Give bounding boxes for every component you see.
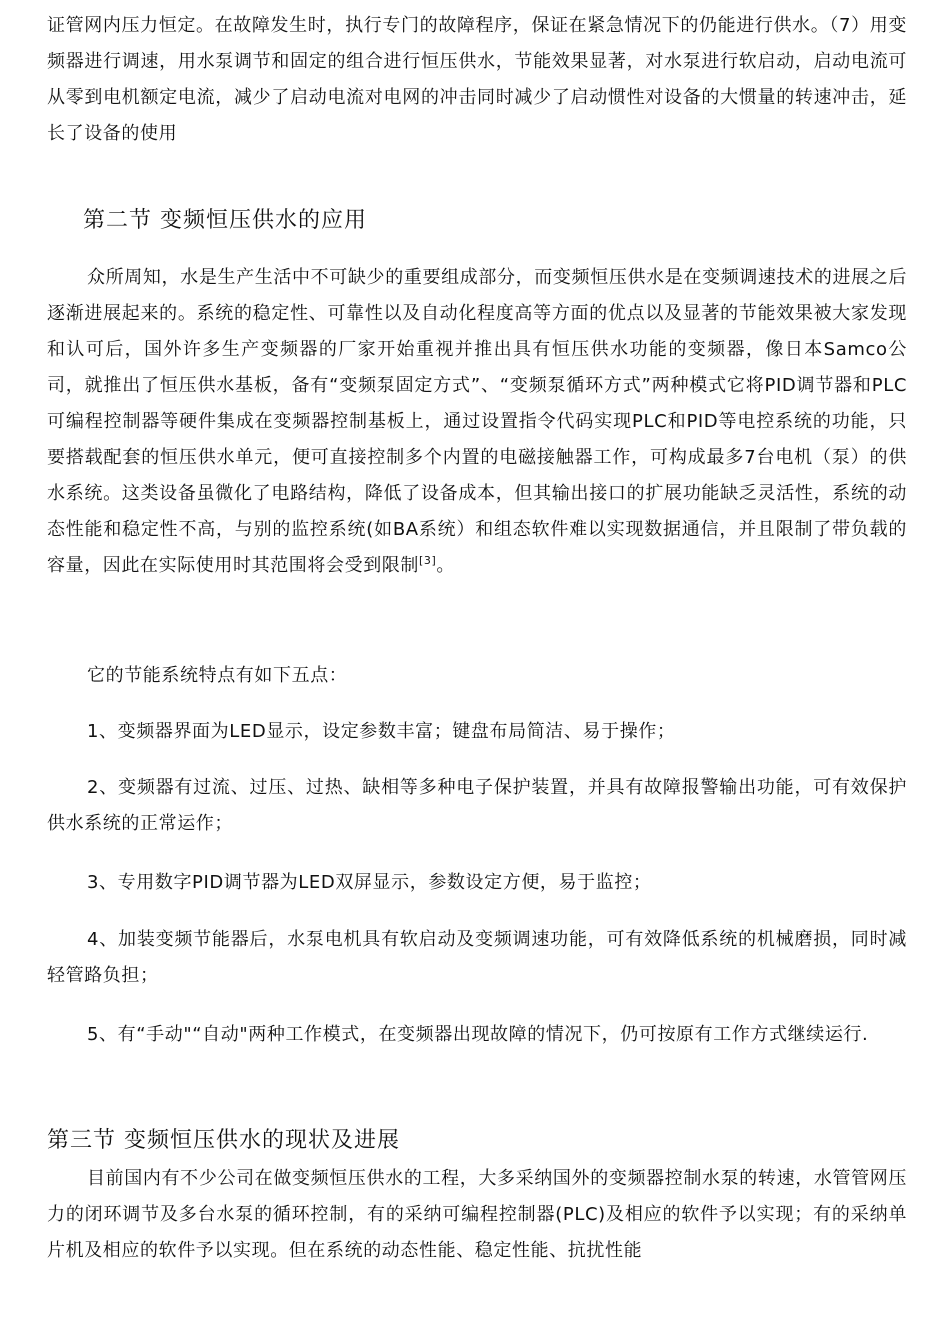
features-intro: 它的节能系统特点有如下五点：	[87, 665, 348, 686]
section-2-title: 第二节 变频恒压供水的应用	[83, 208, 367, 233]
feature-item-3: 3、专用数字PID调节器为LED双屏显示，参数设定方便，易于监控；	[87, 872, 652, 893]
intro-paragraph: 证管网内压力恒定。在故障发生时，执行专门的故障程序，保证在紧急情况下的仍能进行供水。（7）用变频器进行调速，用水泵调节和固定的组合进行恒压供水，节能效果显著，对水泵进行软启动，启动电流可从零到电机额定电流，减少了启动电流对电网的冲击同时减少了启动惯性对设备的大惯量的转速冲击，延长了设备的使用	[47, 15, 907, 144]
section-2-paragraph-end: 。	[436, 555, 455, 576]
feature-item-4: 4、加装变频节能器后，水泵电机具有软启动及变频调速功能，可有效降低系统的机械磨损，同时减轻管路负担；	[47, 929, 907, 986]
feature-item-2: 2、变频器有过流、过压、过热、缺相等多种电子保护装置，并具有故障报警输出功能，可有效保护供水系统的正常运作；	[47, 777, 907, 834]
section-3-paragraph: 目前国内有不少公司在做变频恒压供水的工程，大多采纳国外的变频器控制水泵的转速，水管管网压力的闭环调节及多台水泵的循环控制，有的采纳可编程控制器(PLC)及相应的软件予以实现；有的采纳单片机及相应的软件予以实现。但在系统的动态性能、稳定性能、抗扰性能	[47, 1168, 907, 1261]
feature-item-5: 5、有“手动"“自动"两种工作模式，在变频器出现故障的情况下，仍可按原有工作方式继续运行.	[87, 1024, 869, 1045]
citation-marker: [3]	[419, 554, 437, 567]
section-2-paragraph-text: 众所周知，水是生产生活中不可缺少的重要组成部分，而变频恒压供水是在变频调速技术的进展之后逐渐进展起来的。系统的稳定性、可靠性以及自动化程度高等方面的优点以及显著的节能效果被大家发现和认可后，国外许多生产变频器的厂家开始重视并推出具有恒压供水功能的变频器，像日本Samco公司，就推出了恒压供水基板，备有“变频泵固定方式”、“变频泵循环方式”两种模式它将PID调节器和PLC可编程控制器等硬件集成在变频器控制基板上，通过设置指令代码实现PLC和PID等电控系统的功能，只要搭载配套的恒压供水单元，便可直接控制多个内置的电磁接触器工作，可构成最多7台电机（泵）的供水系统。这类设备虽微化了电路结构，降低了设备成本，但其输出接口的扩展功能缺乏灵活性，系统的动态性能和稳定性不高，与别的监控系统(如BA系统）和组态软件难以实现数据通信，并且限制了带负载的容量，因此在实际使用时其范围将会受到限制	[47, 267, 907, 576]
section-2-paragraph	[47, 260, 907, 584]
section-3-title: 第三节 变频恒压供水的现状及进展	[47, 1128, 400, 1153]
feature-item-1: 1、变频器界面为LED显示，设定参数丰富；键盘布局简洁、易于操作；	[87, 721, 676, 742]
